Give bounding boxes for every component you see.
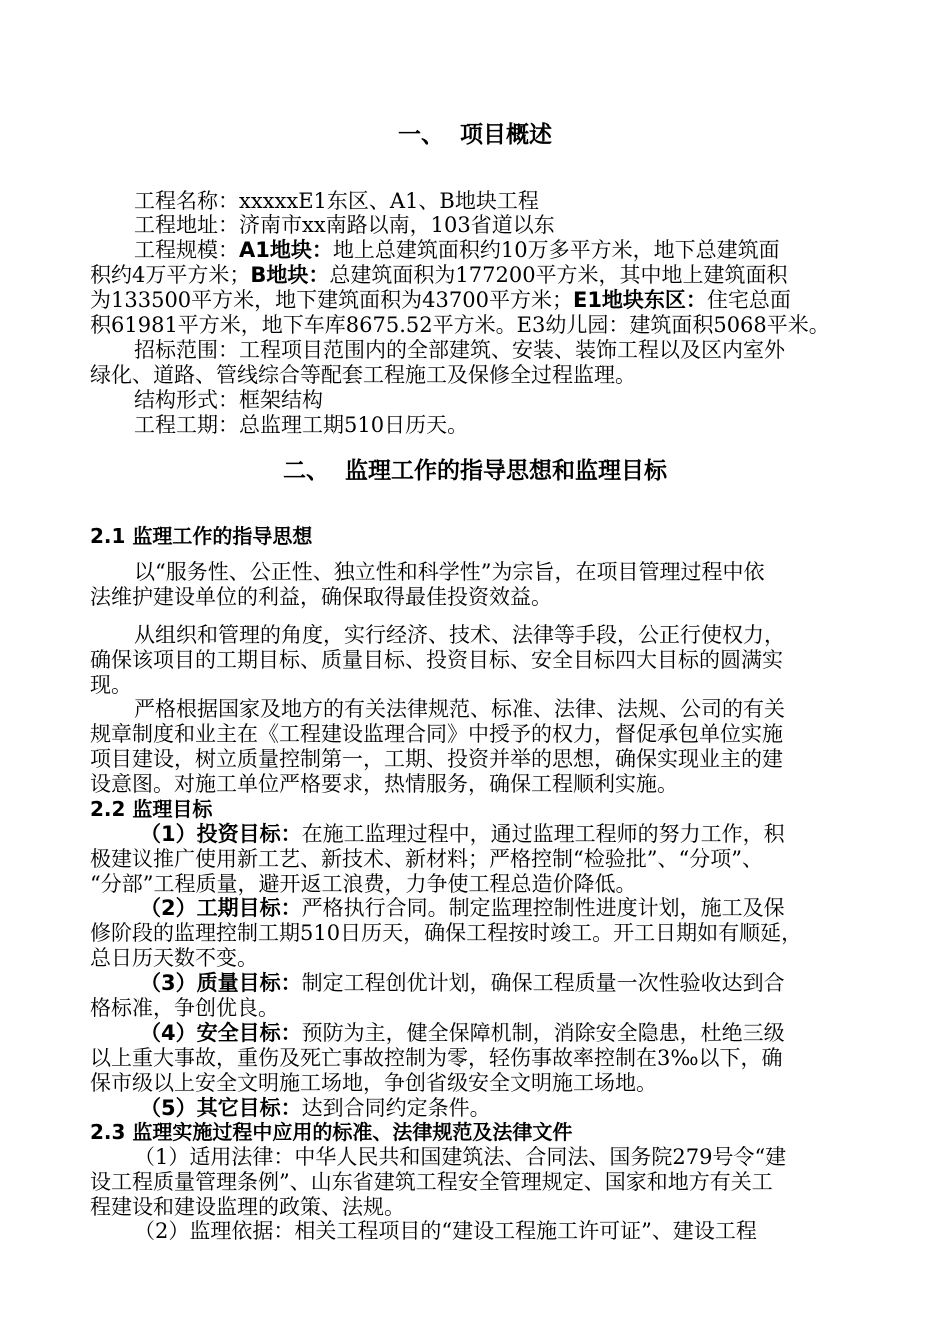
goal-other-label: （5）其它目标： <box>140 1096 302 1120</box>
s21-p3-line-2: 规章制度和业主在《工程建设监理合同》中授予的权力，督促承包单位实施 <box>90 722 783 746</box>
goal-schedule-line-3: 总日历天数不变。 <box>90 946 258 970</box>
section-2-1-heading: 2.1 监理工作的指导思想 <box>90 524 313 548</box>
project-scale-line-1 <box>134 237 860 263</box>
structure-form: 结构形式：框架结构 <box>134 388 323 412</box>
goal-quality-line-1 <box>140 970 860 996</box>
project-scale-label: 工程规模： <box>134 238 239 262</box>
goal-schedule-label: （2）工期目标： <box>140 896 302 920</box>
s23-law-line-3: 程建设和建设监理的政策、法规。 <box>90 1195 405 1219</box>
bid-scope-line-2: 绿化、道路、管线综合等配套工程施工及保修全过程监理。 <box>90 363 636 387</box>
project-name-value: xxxxxE1东区、A1、B地块工程 <box>239 189 539 213</box>
s21-p3-line-1: 严格根据国家及地方的有关法律规范、标准、法律、法规、公司的有关 <box>134 697 785 721</box>
section2-heading: 二、 监理工作的指导思想和监理目标 <box>282 458 667 484</box>
s21-p2-line-2: 确保该项目的工期目标、质量目标、投资目标、安全目标四大目标的圆满实 <box>90 648 783 672</box>
s21-p3-line-4: 设意图。对施工单位严格要求，热情服务，确保工程顺利实施。 <box>90 772 678 796</box>
s21-p1-line-1: 以“服务性、公正性、独立性和科学性”为宗旨，在项目管理过程中依 <box>134 560 765 584</box>
project-scale-line-3 <box>90 287 860 313</box>
bid-scope-line-1: 招标范围：工程项目范围内的全部建筑、安装、装饰工程以及区内室外 <box>134 338 785 362</box>
goal-schedule-line-1 <box>140 895 860 921</box>
goal-safety-line-3: 保市级以上安全文明施工场地，争创省级安全文明施工场地。 <box>90 1071 657 1095</box>
goal-quality-label: （3）质量目标： <box>140 971 302 995</box>
project-address <box>134 212 860 238</box>
project-scale-line-2 <box>90 262 860 288</box>
goal-safety-line-2: 以上重大事故，重伤及死亡事故控制为零，轻伤事故率控制在3‰以下，确 <box>90 1046 783 1070</box>
scale-line2-b: 总建筑面积为177200平方米，其中地上建筑面积 <box>329 263 788 287</box>
project-duration: 工程工期：总监理工期510日历天。 <box>134 413 469 437</box>
section1-heading: 一、 项目概述 <box>397 122 552 148</box>
project-address-value: 济南市xx南路以南，103省道以东 <box>239 213 555 237</box>
goal-safety-text: 预防为主，健全保障机制，消除安全隐患，杜绝三级 <box>301 1021 785 1045</box>
goal-safety-label: （4）安全目标： <box>140 1021 302 1045</box>
goal-safety-line-1 <box>140 1020 860 1046</box>
s23-law-line-1: （1）适用法律：中华人民共和国建筑法、合同法、国务院279号令“建 <box>134 1145 787 1169</box>
goal-other-line-1 <box>140 1095 860 1121</box>
s23-law-line-2: 设工程质量管理条例”、山东省建筑工程安全管理规定、国家和地方有关工 <box>90 1170 773 1194</box>
s21-p1-line-2: 法维护建设单位的利益，确保取得最佳投资效益。 <box>90 585 552 609</box>
goal-schedule-line-2: 修阶段的监理控制工期510日历天，确保工程按时竣工。开工日期如有顺延， <box>90 921 803 945</box>
project-name <box>134 188 860 214</box>
section-2-2-heading: 2.2 监理目标 <box>90 797 213 821</box>
scale-b-label: B地块： <box>250 263 330 287</box>
scale-e1-label: E1地块东区： <box>572 288 707 312</box>
s23-basis-line-1: （2）监理依据：相关工程项目的“建设工程施工许可证”、建设工程 <box>134 1219 757 1243</box>
goal-other-text: 达到合同约定条件。 <box>301 1096 491 1120</box>
project-name-label: 工程名称： <box>134 189 239 213</box>
scale-line2-a: 积约4万平方米； <box>90 263 251 287</box>
scale-line1-rest: 地上总建筑面积约10万多平方米，地下总建筑面 <box>332 238 780 262</box>
goal-investment-line-1 <box>140 821 860 847</box>
goal-investment-text: 在施工监理过程中，通过监理工程师的努力工作，积 <box>301 822 785 846</box>
section-2-3-heading: 2.3 监理实施过程中应用的标准、法律规范及法律文件 <box>90 1120 573 1144</box>
scale-a1-label: A1地块： <box>239 238 333 262</box>
s21-p3-line-3: 项目建设，树立质量控制第一，工期、投资并举的思想，确保实现业主的建 <box>90 747 783 771</box>
goal-quality-text: 制定工程创优计划，确保工程质量一次性验收达到合 <box>301 971 785 995</box>
goal-schedule-text: 严格执行合同。制定监理控制性进度计划，施工及保 <box>301 896 785 920</box>
s21-p2-line-3: 现。 <box>90 673 132 697</box>
goal-investment-label: （1）投资目标： <box>140 822 302 846</box>
goal-quality-line-2: 格标准，争创优良。 <box>90 996 279 1020</box>
project-scale-line-4: 积61981平方米，地下车库8675.52平方米。E3幼儿园：建筑面积5068平米。 <box>90 313 830 337</box>
scale-line3-b: 住宅总面 <box>706 288 791 312</box>
s21-p2-line-1: 从组织和管理的角度，实行经济、技术、法律等手段，公正行使权力， <box>134 623 785 647</box>
goal-investment-line-3: “分部”工程质量，避开返工浪费，力争使工程总造价降低。 <box>90 872 637 896</box>
goal-investment-line-2: 极建议推广使用新工艺、新技术、新材料；严格控制“检验批”、“分项”、 <box>90 847 763 871</box>
scale-line3-a: 为133500平方米，地下建筑面积为43700平方米； <box>90 288 573 312</box>
project-address-label: 工程地址： <box>134 213 239 237</box>
